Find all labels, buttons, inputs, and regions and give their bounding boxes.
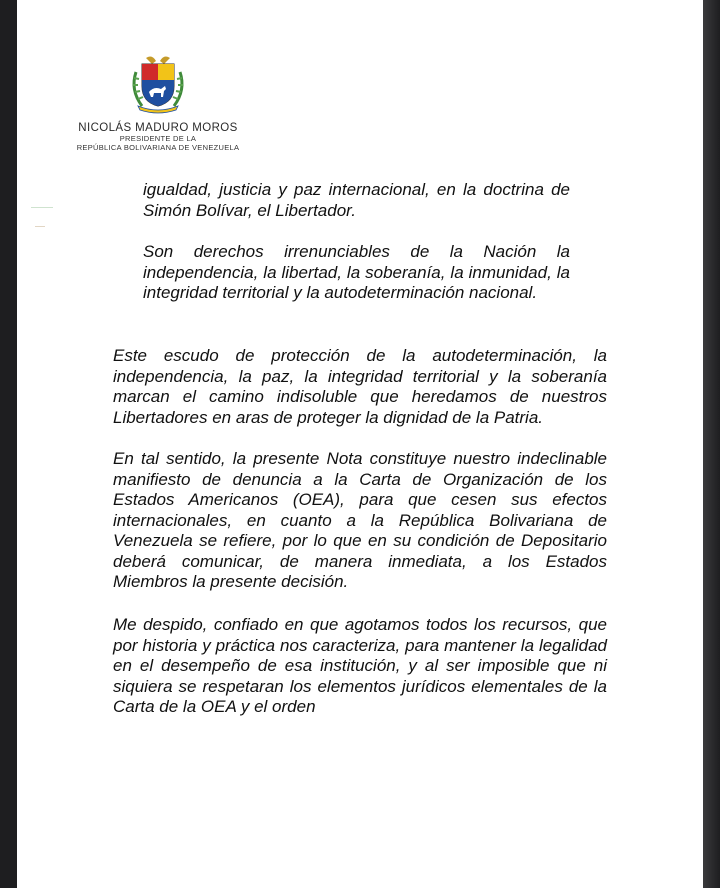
body-paragraph: Este escudo de protección de la autodeterminación, la independencia, la paz, la integridad territorial y la soberanía marcan el camino indisoluble que heredamos de nuestros Libertadores en aras de proteger la dignidad de la Patria. xyxy=(113,346,607,427)
signer-title: PRESIDENTE DE LA xyxy=(119,134,197,143)
signer-name: NICOLÁS MADURO MOROS xyxy=(78,122,238,134)
body-paragraph: Me despido, confiado en que agotamos todos los recursos, que por historia y práctica nos caracteriza, para mantener la legalidad en el desempeño de esa institución, y al ser imposible que ni siquiera se respetaran los elementos jurídicos elementales de la Carta de la OEA y el orden xyxy=(113,615,607,716)
document-page xyxy=(17,0,703,888)
viewer-edge xyxy=(703,0,720,888)
signer-country: REPÚBLICA BOLIVARIANA DE VENEZUELA xyxy=(76,143,240,152)
scan-artifact xyxy=(31,207,53,208)
coat-of-arms-icon xyxy=(128,52,188,114)
letterhead xyxy=(69,52,247,152)
scan-artifact xyxy=(35,226,45,227)
body-paragraph: Son derechos irrenunciables de la Nación la independencia, la libertad, la soberanía, la inmunidad, la integridad territorial y la autodeterminación nacional. xyxy=(143,242,570,302)
body-paragraph: En tal sentido, la presente Nota constituye nuestro indeclinable manifiesto de denuncia a la Carta de Organización de los Estados Americanos (OEA), para que cesen sus efectos internacionales, en cuanto a la República Bolivariana de Venezuela se refiere, por lo que en su condición de Depositario deberá comunicar, de manera inmediata, a los Estados Miembros la presente decisión. xyxy=(113,449,607,591)
body-paragraph: igualdad, justicia y paz internacional, en la doctrina de Simón Bolívar, el Libertador. xyxy=(143,180,570,220)
